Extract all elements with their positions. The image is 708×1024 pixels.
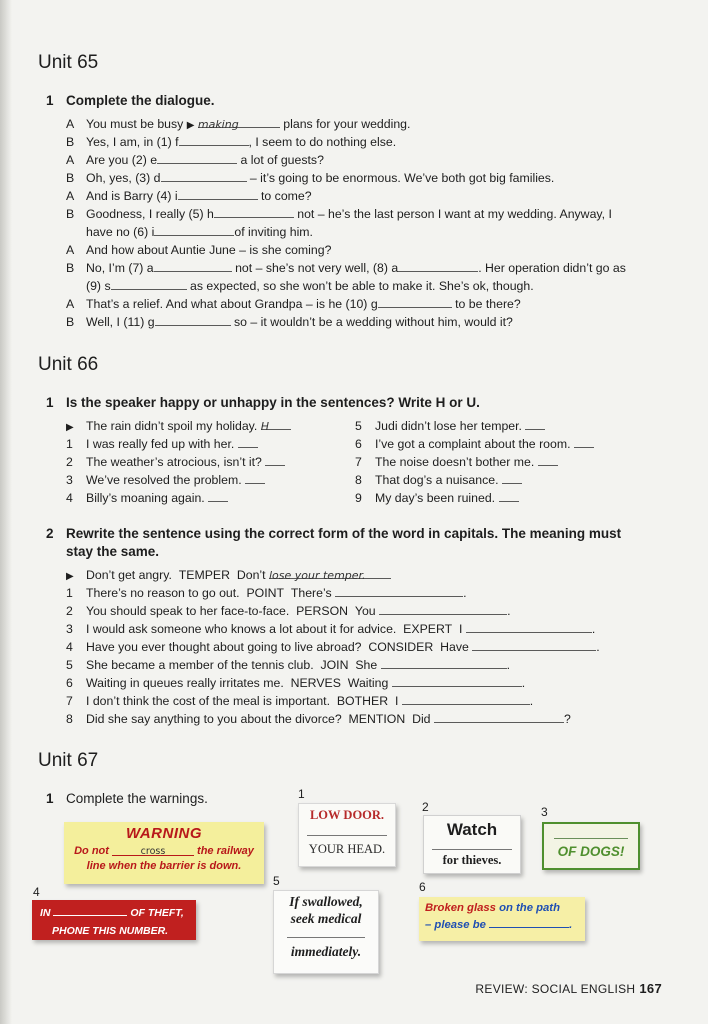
item-number: 8 <box>66 712 73 726</box>
capital-word: BOTHER <box>336 694 389 708</box>
warning-sign-line-2: line when the barrier is down. <box>86 860 242 872</box>
hu-item <box>66 490 228 507</box>
dialogue-line-8 <box>66 260 626 277</box>
item-text: I would ask someone who knows a lot about it for advice. <box>86 622 397 636</box>
item-number: 8 <box>355 473 362 487</box>
answer-blank[interactable] <box>245 472 265 484</box>
item-number: 9 <box>355 491 362 505</box>
page-number: 167 <box>639 981 662 996</box>
line-text: to come? <box>261 189 312 203</box>
rewrite-item <box>66 711 571 728</box>
answer-blank[interactable] <box>525 418 545 430</box>
sign-5-line-1: If swallowed, <box>289 894 363 909</box>
item-number: 7 <box>66 694 73 708</box>
handwritten-answer: lose your temper. <box>268 569 366 582</box>
line-text: not – he’s the last person I want at my wedding. Anyway, I <box>297 207 612 221</box>
answer-blank[interactable] <box>265 454 285 466</box>
ex66-2-heading <box>46 525 621 543</box>
sentence-start: Have <box>440 640 469 654</box>
sign-4-number: 4 <box>33 885 40 899</box>
dialogue-line-10 <box>66 296 521 313</box>
capital-word: POINT <box>246 586 285 600</box>
rewrite-item <box>66 603 511 620</box>
answer-blank[interactable] <box>157 152 237 164</box>
sign-1-number: 1 <box>298 787 305 801</box>
sentence-start: Did <box>412 712 431 726</box>
item-text: The noise doesn’t bother me. <box>375 455 535 469</box>
answer-blank[interactable] <box>379 603 507 615</box>
line-text: – it’s going to be enormous. We’ve both got big families. <box>249 171 555 185</box>
line-text: , I seem to do nothing else. <box>248 135 397 149</box>
handwritten-answer: H <box>260 420 270 433</box>
line-text: That’s a relief. And what about Grandpa – is he (10) g <box>86 297 378 311</box>
ex66-2-instruction-2: stay the same. <box>66 544 160 559</box>
sign-3-number: 3 <box>541 805 548 819</box>
warning-sign-example <box>64 822 264 884</box>
line-text: as expected, so she won’t be able to make it. She’s ok, though. <box>190 279 534 293</box>
item-number: 4 <box>66 491 73 505</box>
sign-text: the railway <box>197 845 254 857</box>
sign-text: OF THEFT, <box>130 907 184 919</box>
hu-item <box>66 472 265 489</box>
line-text: not – she’s not very well, (8) a <box>235 261 399 275</box>
sign-text: on the path <box>499 902 560 914</box>
answer-blank[interactable] <box>402 693 530 705</box>
answer-blank[interactable] <box>178 188 258 200</box>
line-text: Are you (2) e <box>86 153 158 167</box>
dialogue-line-5 <box>66 206 612 223</box>
example-arrow-icon: ▶ <box>66 571 74 582</box>
sentence-start: There’s <box>290 586 332 600</box>
sentence-end: . <box>507 604 511 618</box>
unit-67-title: Unit 67 <box>38 750 99 771</box>
item-number: 2 <box>66 455 73 469</box>
sign-5-number: 5 <box>273 874 280 888</box>
sentence-end: . <box>521 676 526 690</box>
answer-blank[interactable] <box>499 490 519 502</box>
dialogue-line-2 <box>66 152 324 169</box>
ex67-instruction: Complete the warnings. <box>66 791 208 806</box>
answer-blank[interactable] <box>307 829 387 836</box>
answer-blank[interactable] <box>154 224 234 236</box>
example-arrow-icon: ▶ <box>66 422 74 433</box>
answer-blank[interactable] <box>238 436 258 448</box>
dialogue-line-7 <box>66 242 331 259</box>
sentence-end: . <box>463 586 467 600</box>
sign-4-line-2: PHONE THIS NUMBER. <box>52 925 169 937</box>
dialogue-line-11 <box>66 314 513 331</box>
answer-blank[interactable] <box>466 621 592 633</box>
answer-blank[interactable] <box>112 845 194 856</box>
hu-item <box>355 454 558 471</box>
speaker: A <box>66 153 75 167</box>
line-text: have no (6) i <box>86 225 155 239</box>
item-number: 1 <box>66 586 73 600</box>
hu-item <box>355 436 594 453</box>
sign-4-line-1 <box>40 906 196 919</box>
item-text: Judi didn’t lose her temper. <box>375 419 522 433</box>
sign-1-bottom: YOUR HEAD. <box>308 842 386 856</box>
item-number: 4 <box>66 640 73 654</box>
item-text: My day’s been ruined. <box>375 491 496 505</box>
item-number: 2 <box>66 604 73 618</box>
capital-word: PERSON <box>296 604 349 618</box>
rewrite-item <box>66 621 595 638</box>
item-text: The rain didn’t spoil my holiday. <box>86 419 258 433</box>
item-text: We’ve resolved the problem. <box>86 473 242 487</box>
line-text: Goodness, I really (5) h <box>86 207 214 221</box>
sign-text: – please be <box>425 919 486 931</box>
sentence-start: She <box>355 658 378 672</box>
item-number: 7 <box>355 455 362 469</box>
speaker: B <box>66 207 75 221</box>
rewrite-item <box>66 657 510 674</box>
capital-word: TEMPER <box>178 568 230 582</box>
handwritten-answer: cross <box>140 846 166 857</box>
ex65-number: 1 <box>46 93 54 108</box>
ex66-2-number: 2 <box>46 526 54 541</box>
item-text: I was really fed up with her. <box>86 437 235 451</box>
answer-blank[interactable] <box>538 454 558 466</box>
sign-5-line-2: seek medical <box>290 911 362 926</box>
sign-low-door <box>298 803 396 867</box>
rewrite-item <box>66 585 467 602</box>
item-text: Have you ever thought about going to live abroad? <box>86 640 362 654</box>
sentence-start: Don’t <box>236 568 266 582</box>
hu-item <box>66 454 285 471</box>
ex66-1-heading <box>46 394 480 412</box>
capital-word: EXPERT <box>403 622 453 636</box>
line-text: Yes, I am, in (1) f <box>86 135 179 149</box>
sentence-start: I <box>394 694 399 708</box>
speaker: B <box>66 315 75 329</box>
answer-blank[interactable] <box>268 567 391 582</box>
item-number: 6 <box>355 437 362 451</box>
item-number: 5 <box>355 419 362 433</box>
speaker: B <box>66 171 75 185</box>
item-number: 3 <box>66 473 73 487</box>
line-text: a lot of guests? <box>240 153 324 167</box>
item-text: There’s no reason to go out. <box>86 586 240 600</box>
warning-sign-line-1 <box>64 845 264 857</box>
speaker: A <box>66 297 75 311</box>
answer-blank[interactable] <box>574 436 594 448</box>
answer-blank[interactable] <box>392 675 522 687</box>
answer-blank[interactable] <box>398 260 478 272</box>
dialogue-line-0 <box>66 116 410 134</box>
answer-blank[interactable] <box>214 206 294 218</box>
ex65-instruction: Complete the dialogue. <box>66 93 215 108</box>
sign-glass <box>419 897 585 941</box>
item-text: I don’t think the cost of the meal is important. <box>86 694 331 708</box>
item-number: 1 <box>66 437 73 451</box>
answer-blank[interactable] <box>179 134 249 146</box>
answer-blank[interactable] <box>154 260 232 272</box>
sign-theft <box>32 900 196 940</box>
sign-text: Do not <box>74 845 109 857</box>
sign-text: IN <box>40 907 51 919</box>
footer-label: REVIEW: SOCIAL ENGLISH <box>475 982 636 996</box>
page-gutter-shadow <box>0 0 12 1024</box>
ex67-number: 1 <box>46 791 54 806</box>
dialogue-line-3 <box>66 170 554 187</box>
sign-swallowed <box>273 890 379 974</box>
line-text: of inviting him. <box>234 225 313 239</box>
warning-sign-title: WARNING <box>126 825 202 842</box>
hu-item <box>355 472 522 489</box>
item-text: You should speak to her face-to-face. <box>86 604 290 618</box>
sign-2-bottom: for thieves. <box>442 853 502 867</box>
hu-item <box>355 418 545 435</box>
answer-blank[interactable] <box>161 170 247 182</box>
capital-word: JOIN <box>320 658 349 672</box>
sentence-start: Waiting <box>347 676 389 690</box>
answer-blank[interactable] <box>260 418 291 433</box>
sentence-end: . <box>591 622 596 636</box>
rewrite-item <box>66 639 600 656</box>
handwritten-answer: making <box>197 118 239 131</box>
sign-5-line-3: immediately. <box>290 944 362 959</box>
hu-item <box>355 490 519 507</box>
sentence-end: . <box>506 658 511 672</box>
line-text: Well, I (11) g <box>86 315 155 329</box>
dialogue-line-1 <box>66 134 396 151</box>
answer-blank[interactable] <box>434 711 564 723</box>
answer-blank[interactable] <box>208 490 228 502</box>
item-text: I’ve got a complaint about the room. <box>375 437 571 451</box>
item-text: The weather’s atrocious, isn’t it? <box>86 455 262 469</box>
unit-66-title: Unit 66 <box>38 354 99 375</box>
answer-blank[interactable] <box>335 585 463 597</box>
line-text: (9) s <box>86 279 111 293</box>
answer-blank[interactable] <box>554 834 628 839</box>
sign-dogs <box>542 822 640 870</box>
speaker: B <box>66 135 75 149</box>
line-text: And is Barry (4) i <box>86 189 178 203</box>
sign-6-number: 6 <box>419 880 426 894</box>
sign-watch <box>423 815 521 874</box>
line-text: . Her operation didn’t go as <box>478 261 626 275</box>
ex67-heading <box>46 790 208 808</box>
answer-blank[interactable] <box>197 116 280 131</box>
sign-2-top: Watch <box>446 820 498 839</box>
hu-item <box>66 436 258 453</box>
sentence-start: I <box>459 622 463 636</box>
capital-word: MENTION <box>348 712 406 726</box>
answer-blank[interactable] <box>381 657 507 669</box>
sign-text: . <box>569 919 573 931</box>
ex65-heading <box>46 92 215 110</box>
answer-blank[interactable] <box>155 314 231 326</box>
rewrite-item <box>66 675 525 692</box>
dialogue-line-4 <box>66 188 312 205</box>
capital-word: CONSIDER <box>368 640 434 654</box>
capital-word: NERVES <box>290 676 341 690</box>
ex66-1-instruction: Is the speaker happy or unhappy in the sentences? Write H or U. <box>66 395 480 410</box>
sign-1-top: LOW DOOR. <box>309 808 385 822</box>
example-arrow-icon: ▶ <box>186 120 195 131</box>
sentence-end: . <box>596 640 600 654</box>
answer-blank[interactable] <box>502 472 522 484</box>
rewrite-item <box>66 567 391 585</box>
answer-blank[interactable] <box>489 918 569 928</box>
sign-text: Broken glass <box>425 902 496 914</box>
ex66-2-instruction-1: Rewrite the sentence using the correct form of the word in capitals. The meaning must <box>66 526 622 541</box>
answer-blank[interactable] <box>111 278 187 290</box>
answer-blank[interactable] <box>432 844 512 850</box>
speaker: A <box>66 243 75 257</box>
sign-3-bottom: OF DOGS! <box>557 844 625 859</box>
answer-blank[interactable] <box>472 639 596 651</box>
ex66-1-number: 1 <box>46 395 54 410</box>
sentence-end: . <box>529 694 534 708</box>
answer-blank[interactable] <box>378 296 452 308</box>
line-text: And how about Auntie June – is she coming? <box>86 243 332 257</box>
answer-blank[interactable] <box>53 906 127 916</box>
dialogue-line-9 <box>66 278 534 295</box>
rewrite-item <box>66 693 533 710</box>
sign-2-number: 2 <box>422 800 429 814</box>
line-text: You must be busy <box>86 117 184 131</box>
page-footer <box>475 981 662 996</box>
hu-item <box>66 418 291 436</box>
line-text: Oh, yes, (3) d <box>86 171 161 185</box>
item-text: Don’t get angry. <box>86 568 172 582</box>
item-text: That dog’s a nuisance. <box>375 473 499 487</box>
speaker: B <box>66 261 75 275</box>
line-text: so – it wouldn’t be a wedding without him, would it? <box>234 315 513 329</box>
sign-6-line-1 <box>425 902 585 914</box>
sign-6-line-2 <box>425 918 585 931</box>
answer-blank[interactable] <box>287 933 365 938</box>
speaker: A <box>66 117 75 131</box>
dialogue-line-6 <box>66 224 313 241</box>
sentence-start: You <box>354 604 376 618</box>
unit-65-title: Unit 65 <box>38 52 99 73</box>
item-text: Billy’s moaning again. <box>86 491 205 505</box>
line-text: No, I’m (7) a <box>86 261 154 275</box>
line-text: to be there? <box>455 297 521 311</box>
item-text: Waiting in queues really irritates me. <box>86 676 284 690</box>
item-number: 6 <box>66 676 73 690</box>
item-text: She became a member of the tennis club. <box>86 658 314 672</box>
line-text: plans for your wedding. <box>283 117 411 131</box>
item-text: Did she say anything to you about the divorce? <box>86 712 342 726</box>
sentence-end: ? <box>563 712 571 726</box>
item-number: 5 <box>66 658 73 672</box>
speaker: A <box>66 189 75 203</box>
item-number: 3 <box>66 622 73 636</box>
